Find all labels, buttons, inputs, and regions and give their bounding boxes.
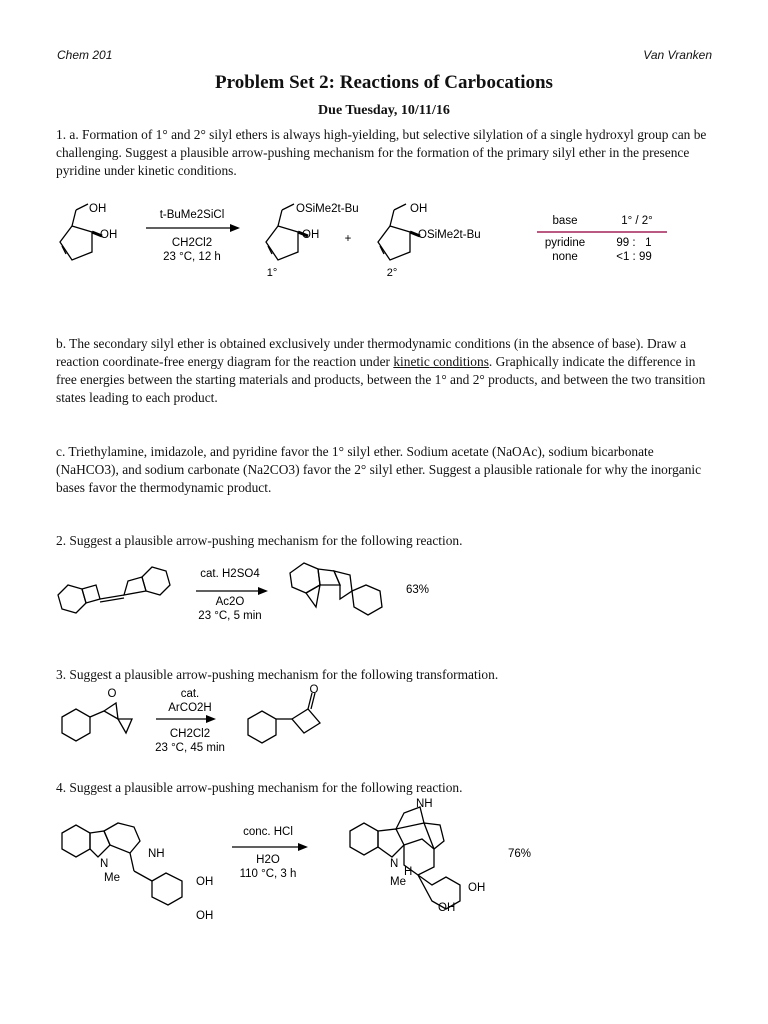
q4-p-oh2: OH	[438, 902, 456, 914]
q1-sm-oh1: OH	[89, 203, 107, 215]
q3-ketone-o: O	[309, 684, 319, 696]
q4-sm-oh2: OH	[196, 910, 214, 922]
q3-solvent: CH2Cl2	[169, 728, 211, 740]
q4-p-n: N	[390, 858, 399, 870]
q4-sm-nh: NH	[148, 848, 165, 860]
q4-sm-me: Me	[104, 872, 120, 884]
q1-p1-oh: OH	[302, 229, 320, 241]
q3-starting-material	[62, 703, 132, 741]
q1-table-col-ratio: 1° / 2°	[621, 215, 653, 227]
q4-conditions: 110 °C, 3 h	[239, 868, 297, 880]
q4-p-nh: NH	[416, 798, 433, 810]
q1-p2-label: 2°	[386, 267, 398, 279]
q1a-text: 1. a. Formation of 1° and 2° silyl ethers is always high-yielding, but selective silylation of a single hydroxyl group can be challenging. Suggest a plausible arrow-pushing mechanism for the formation of the primary silyl ether in the presence pyridine under kinetic conditions.	[56, 127, 707, 178]
q1c-text: c. Triethylamine, imidazole, and pyridine favor the 1° silyl ether. Sodium acetate (NaOAc), sodium bicarbonate (NaHCO3), and sodium carbonate (Na2CO3) favor the 2° silyl ether. Suggest a plausible rationale for why the inorganic bases favor the thermodynamic product.	[56, 444, 702, 495]
q4-p-h: H	[404, 866, 413, 878]
q1-p2-group: OSiMe2t-Bu	[418, 229, 481, 241]
q4-product	[350, 807, 460, 909]
q1-p2-oh: OH	[410, 203, 428, 215]
q4-sm-oh1: OH	[196, 876, 214, 888]
q4-starting-material	[62, 823, 182, 905]
kinetic-conditions-emphasis: kinetic conditions	[393, 354, 489, 369]
q1-table-row2-ratio: <1 : 99	[616, 251, 652, 263]
due-date: Due Tuesday, 10/11/16	[318, 103, 450, 118]
q1-p1-group: OSiMe2t-Bu	[296, 203, 359, 215]
q3-conditions: 23 °C, 45 min	[155, 742, 225, 754]
q2-yield: 63%	[406, 584, 430, 596]
q2-starting-material	[58, 567, 170, 613]
q2-reagent-top: cat. H2SO4	[200, 568, 260, 580]
author-header: Van Vranken	[643, 48, 712, 62]
q1-sm-oh2: OH	[100, 229, 118, 241]
q4-text: 4. Suggest a plausible arrow-pushing mechanism for the following reaction.	[56, 780, 463, 795]
q4-yield: 76%	[508, 848, 532, 860]
q3-scheme	[0, 683, 768, 763]
q3-epoxide-o: O	[107, 688, 117, 700]
q3-text: 3. Suggest a plausible arrow-pushing mechanism for the following transformation.	[56, 667, 499, 682]
q2-conditions: 23 °C, 5 min	[198, 610, 262, 622]
course-header: Chem 201	[57, 48, 113, 62]
q1b-text: b. The secondary silyl ether is obtained exclusively under thermodynamic conditions (in the absence of base). Draw a reaction coordinate-free energy diagram for the reaction under kinetic conditions. Graphically indicate the difference in free energies between the starting materials and products, between the 1° and 2° products, and between the two transition states leading to each product.	[56, 336, 706, 405]
q3-product	[248, 693, 320, 743]
q4-p-me: Me	[390, 876, 406, 888]
q1-table-row1-base: pyridine	[544, 237, 586, 249]
q1-reagent-top: t-BuMe2SiCl	[159, 209, 225, 221]
q2-product	[290, 563, 382, 615]
q1-p1-label: 1°	[266, 267, 278, 279]
q2-text: 2. Suggest a plausible arrow-pushing mechanism for the following reaction.	[56, 533, 463, 548]
q3-reagent-top1: cat.	[180, 688, 200, 700]
q2-scheme	[0, 555, 768, 635]
q1-table-col-base: base	[552, 215, 578, 227]
q2-reagent-bottom: Ac2O	[215, 596, 245, 608]
q4-reagent-top: conc. HCl	[243, 826, 293, 838]
q1-scheme	[0, 190, 768, 290]
page-title: Problem Set 2: Reactions of Carbocations	[215, 72, 553, 93]
q1-plus: +	[344, 233, 352, 245]
q1-table-row2-base: none	[552, 251, 578, 263]
q1-table-row1-ratio: 99 : 1	[616, 237, 652, 249]
q4-sm-n: N	[100, 858, 109, 870]
q4-reagent-bottom: H2O	[256, 854, 280, 866]
q4-p-oh1: OH	[468, 882, 486, 894]
q3-reagent-top2: ArCO2H	[168, 702, 212, 714]
q1-conditions: 23 °C, 12 h	[163, 251, 221, 263]
q4-scheme	[0, 795, 768, 935]
q1-solvent: CH2Cl2	[171, 237, 213, 249]
